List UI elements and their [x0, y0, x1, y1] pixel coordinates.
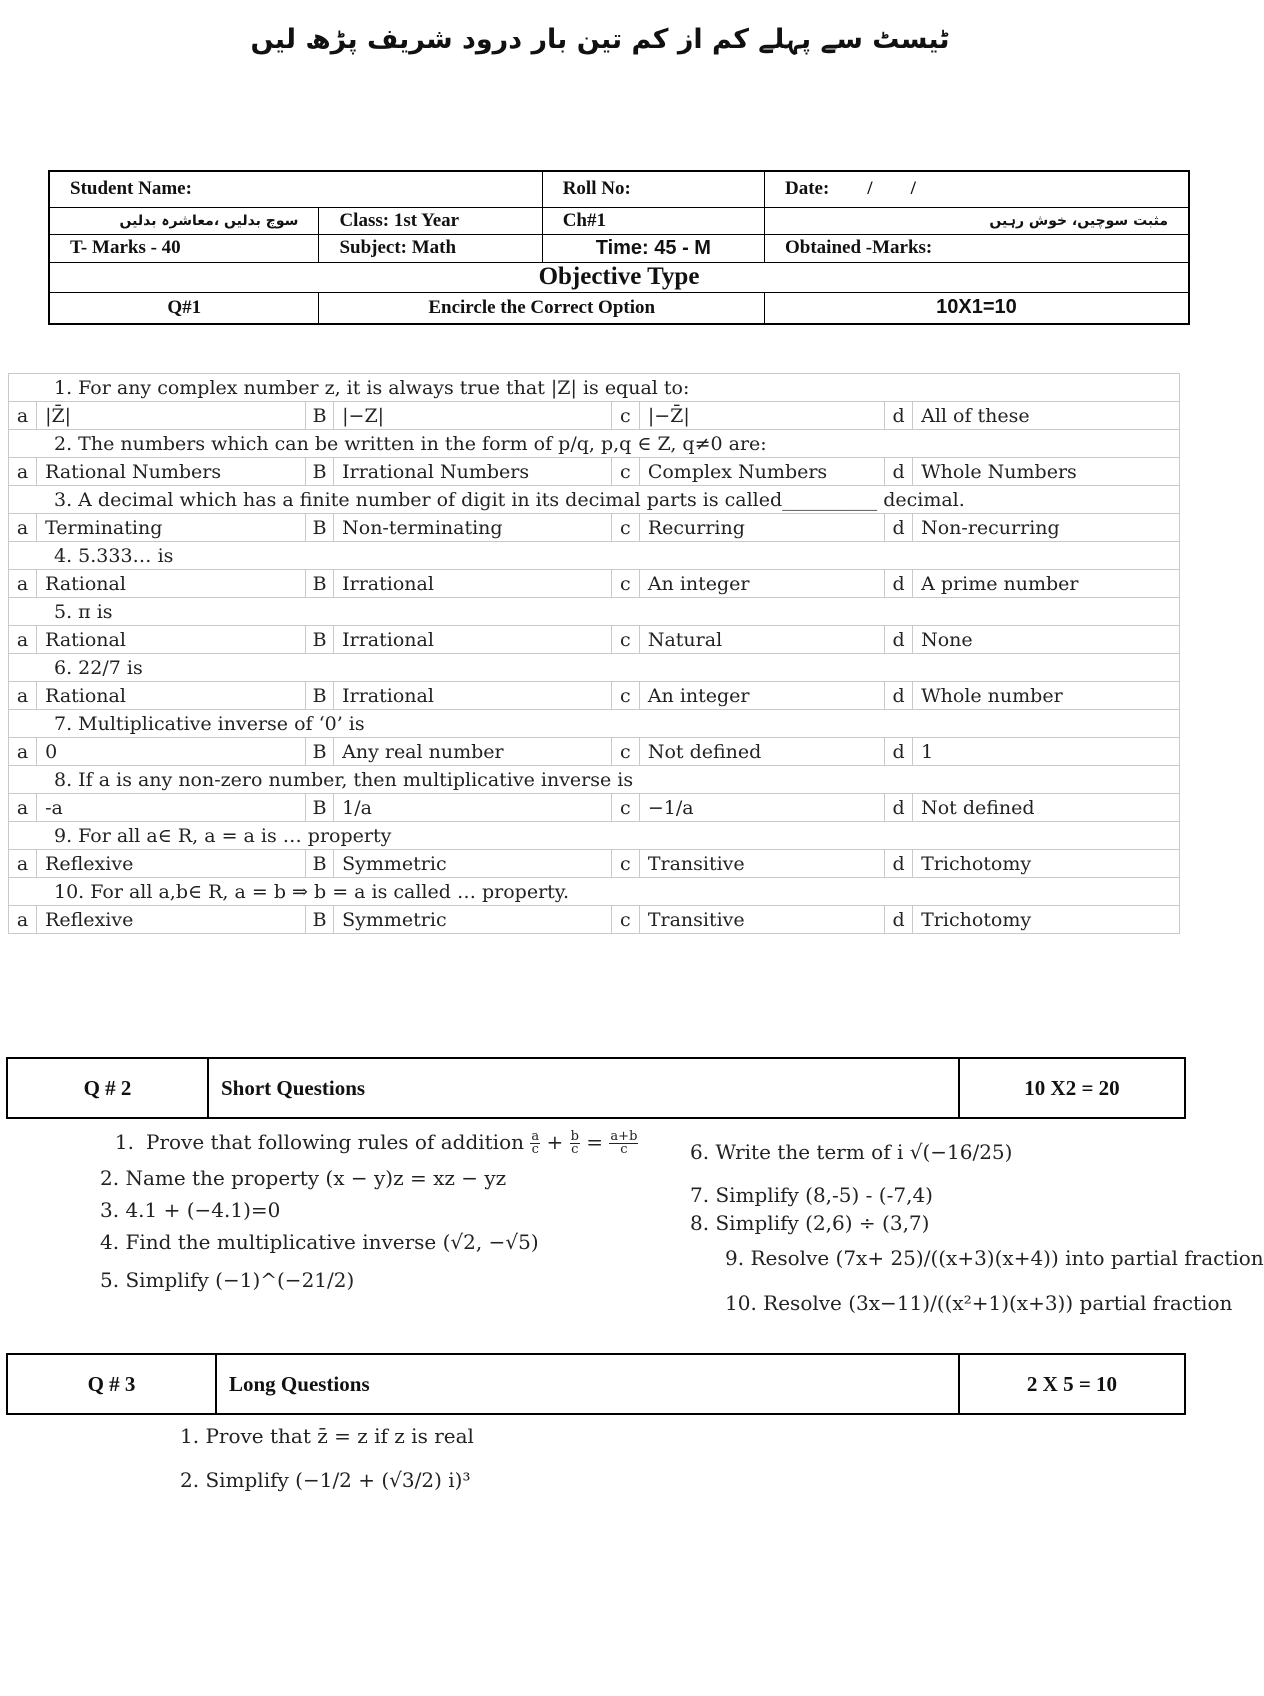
- q3-marks: 2 X 5 = 10: [959, 1354, 1185, 1414]
- header-table: [48, 170, 1190, 325]
- option-b[interactable]: 1/a: [334, 794, 612, 822]
- option-label-b: B: [306, 458, 334, 486]
- short-question-3: 3. 4.1 + (−4.1)=0: [100, 1198, 281, 1222]
- obtained-marks-label: Obtained -Marks:: [765, 234, 1190, 262]
- option-d[interactable]: Trichotomy: [913, 906, 1180, 934]
- option-d[interactable]: None: [913, 626, 1180, 654]
- student-name-label: Student Name:: [49, 171, 542, 207]
- option-c[interactable]: An integer: [639, 682, 884, 710]
- option-d[interactable]: Whole number: [913, 682, 1180, 710]
- option-b[interactable]: Symmetric: [334, 850, 612, 878]
- mcq-options-row: [9, 682, 1180, 710]
- mcq-question: 2. The numbers which can be written in the form of p/q, p,q ∈ Z, q≠0 are:: [9, 430, 1180, 458]
- mcq-question: 4. 5.333… is: [9, 542, 1180, 570]
- option-a[interactable]: Rational: [37, 570, 306, 598]
- option-d[interactable]: Not defined: [913, 794, 1180, 822]
- option-label-d: d: [885, 458, 913, 486]
- mcq-question: 3. A decimal which has a finite number of digit in its decimal parts is called__________ decimal.: [9, 486, 1180, 514]
- option-label-c: c: [611, 570, 639, 598]
- short-question-9: 9. Resolve (7x+ 25)/((x+3)(x+4)) into partial fraction: [725, 1246, 1264, 1270]
- option-label-d: d: [885, 682, 913, 710]
- option-label-c: c: [611, 794, 639, 822]
- option-c[interactable]: Natural: [639, 626, 884, 654]
- option-b[interactable]: Irrational Numbers: [334, 458, 612, 486]
- option-label-b: B: [306, 570, 334, 598]
- subject-label: Subject: Math: [319, 234, 542, 262]
- q3-header: [6, 1353, 1186, 1415]
- option-label-d: d: [885, 738, 913, 766]
- option-label-a: a: [9, 514, 37, 542]
- urdu-instruction: ٹیسٹ سے پہلے کم از کم تین بار درود شریف پڑھ لیں: [250, 24, 950, 55]
- q3-label: Q # 3: [7, 1354, 216, 1414]
- mcq-question-row: [9, 710, 1180, 738]
- option-label-d: d: [885, 402, 913, 430]
- option-label-d: d: [885, 570, 913, 598]
- option-label-a: a: [9, 402, 37, 430]
- option-c[interactable]: Recurring: [639, 514, 884, 542]
- mcq-options-row: [9, 850, 1180, 878]
- option-label-a: a: [9, 626, 37, 654]
- option-a[interactable]: Rational: [37, 682, 306, 710]
- option-label-c: c: [611, 906, 639, 934]
- long-question-1: 1. Prove that z̄ = z if z is real: [180, 1424, 474, 1448]
- mcq-table: [8, 373, 1180, 934]
- option-c[interactable]: Not defined: [639, 738, 884, 766]
- option-label-b: B: [306, 626, 334, 654]
- short-question-6: 6. Write the term of i √(−16/25): [690, 1140, 1013, 1164]
- q2-marks: 10 X2 = 20: [959, 1058, 1185, 1118]
- option-c[interactable]: −1/a: [639, 794, 884, 822]
- long-question-2: 2. Simplify (−1/2 + (√3/2) i)³: [180, 1468, 471, 1492]
- mcq-options-row: [9, 626, 1180, 654]
- option-label-b: B: [306, 794, 334, 822]
- option-b[interactable]: Any real number: [334, 738, 612, 766]
- option-b[interactable]: Irrational: [334, 626, 612, 654]
- option-label-a: a: [9, 794, 37, 822]
- option-label-b: B: [306, 514, 334, 542]
- mcq-question-row: [9, 766, 1180, 794]
- short-question-10: 10. Resolve (3x−11)/((x²+1)(x+3)) partial fraction: [725, 1291, 1233, 1315]
- option-d[interactable]: All of these: [913, 402, 1180, 430]
- class-label: Class: 1st Year: [319, 207, 542, 234]
- option-label-c: c: [611, 402, 639, 430]
- option-label-a: a: [9, 458, 37, 486]
- mcq-question-row: [9, 430, 1180, 458]
- option-c[interactable]: Complex Numbers: [639, 458, 884, 486]
- option-label-b: B: [306, 402, 334, 430]
- objective-type-heading: Objective Type: [49, 262, 1189, 292]
- option-label-a: a: [9, 906, 37, 934]
- option-c[interactable]: Transitive: [639, 850, 884, 878]
- q1-label: Q#1: [49, 292, 319, 324]
- mcq-options-row: [9, 514, 1180, 542]
- option-d[interactable]: Non-recurring: [913, 514, 1180, 542]
- option-label-c: c: [611, 850, 639, 878]
- q2-label: Q # 2: [7, 1058, 208, 1118]
- mcq-options-row: [9, 906, 1180, 934]
- option-b[interactable]: Symmetric: [334, 906, 612, 934]
- option-b[interactable]: Non-terminating: [334, 514, 612, 542]
- motto-left: سوچ بدلیں ،معاشرہ بدلیں: [49, 207, 319, 234]
- option-a[interactable]: Reflexive: [37, 850, 306, 878]
- option-a[interactable]: Rational Numbers: [37, 458, 306, 486]
- option-label-d: d: [885, 626, 913, 654]
- option-label-a: a: [9, 570, 37, 598]
- option-label-a: a: [9, 738, 37, 766]
- mcq-question-row: [9, 654, 1180, 682]
- motto-right: مثبت سوچیں، خوش رہیں: [765, 207, 1190, 234]
- mcq-question: 7. Multiplicative inverse of ‘0’ is: [9, 710, 1180, 738]
- option-label-b: B: [306, 682, 334, 710]
- short-question-2: 2. Name the property (x − y)z = xz − yz: [100, 1166, 507, 1190]
- mcq-question: 1. For any complex number z, it is always true that |Z| is equal to:: [9, 374, 1180, 402]
- short-question-8: 8. Simplify (2,6) ÷ (3,7): [690, 1211, 930, 1235]
- option-d[interactable]: 1: [913, 738, 1180, 766]
- mcq-question-row: [9, 374, 1180, 402]
- short-question-5: 5. Simplify (−1)^(−21/2): [100, 1268, 355, 1292]
- total-marks: T- Marks - 40: [49, 234, 319, 262]
- option-label-c: c: [611, 626, 639, 654]
- option-label-d: d: [885, 906, 913, 934]
- option-label-c: c: [611, 514, 639, 542]
- option-a[interactable]: Rational: [37, 626, 306, 654]
- option-b[interactable]: |−Z|: [334, 402, 612, 430]
- option-label-d: d: [885, 850, 913, 878]
- mcq-options-row: [9, 402, 1180, 430]
- option-label-b: B: [306, 906, 334, 934]
- option-d[interactable]: Whole Numbers: [913, 458, 1180, 486]
- option-a[interactable]: |Z̄|: [37, 402, 306, 430]
- mcq-question-row: [9, 542, 1180, 570]
- option-label-c: c: [611, 738, 639, 766]
- option-b[interactable]: Irrational: [334, 570, 612, 598]
- option-a[interactable]: Terminating: [37, 514, 306, 542]
- option-c[interactable]: An integer: [639, 570, 884, 598]
- chapter-label: Ch#1: [542, 207, 764, 234]
- short-question-7: 7. Simplify (8,-5) - (-7,4): [690, 1183, 933, 1207]
- option-a[interactable]: Reflexive: [37, 906, 306, 934]
- mcq-question: 6. 22/7 is: [9, 654, 1180, 682]
- date-label: Date: / /: [765, 171, 1190, 207]
- mcq-question-row: [9, 486, 1180, 514]
- mcq-question: 10. For all a,b∈ R, a = b ⇒ b = a is called … property.: [9, 878, 1180, 906]
- mcq-options-row: [9, 794, 1180, 822]
- option-a[interactable]: 0: [37, 738, 306, 766]
- mcq-question-row: [9, 822, 1180, 850]
- option-d[interactable]: A prime number: [913, 570, 1180, 598]
- option-label-d: d: [885, 514, 913, 542]
- short-question-4: 4. Find the multiplicative inverse (√2, −√5): [100, 1230, 539, 1254]
- mcq-options-row: [9, 738, 1180, 766]
- option-label-d: d: [885, 794, 913, 822]
- option-c[interactable]: |−Z̄|: [639, 402, 884, 430]
- mcq-question-row: [9, 598, 1180, 626]
- q2-header: [6, 1057, 1186, 1119]
- q2-title: Short Questions: [208, 1058, 959, 1118]
- roll-no-label: Roll No:: [542, 171, 764, 207]
- q3-title: Long Questions: [216, 1354, 959, 1414]
- short-question-1: 1. Prove that following rules of addition $\frac{a}{c}$ + $\frac{b}{c}$ = $\frac{a+b}{c}$: [114, 1129, 638, 1157]
- time-label: Time: 45 - M: [542, 234, 764, 262]
- mcq-options-row: [9, 570, 1180, 598]
- option-label-c: c: [611, 458, 639, 486]
- mcq-question: 9. For all a∈ R, a = a is … property: [9, 822, 1180, 850]
- option-label-b: B: [306, 850, 334, 878]
- q1-marks: 10X1=10: [765, 292, 1190, 324]
- mcq-question: 5. π is: [9, 598, 1180, 626]
- option-label-a: a: [9, 682, 37, 710]
- option-c[interactable]: Transitive: [639, 906, 884, 934]
- option-a[interactable]: -a: [37, 794, 306, 822]
- option-b[interactable]: Irrational: [334, 682, 612, 710]
- option-label-a: a: [9, 850, 37, 878]
- option-label-c: c: [611, 682, 639, 710]
- option-d[interactable]: Trichotomy: [913, 850, 1180, 878]
- mcq-question: 8. If a is any non-zero number, then multiplicative inverse is: [9, 766, 1180, 794]
- mcq-question-row: [9, 878, 1180, 906]
- q1-instruction: Encircle the Correct Option: [319, 292, 765, 324]
- mcq-options-row: [9, 458, 1180, 486]
- option-label-b: B: [306, 738, 334, 766]
